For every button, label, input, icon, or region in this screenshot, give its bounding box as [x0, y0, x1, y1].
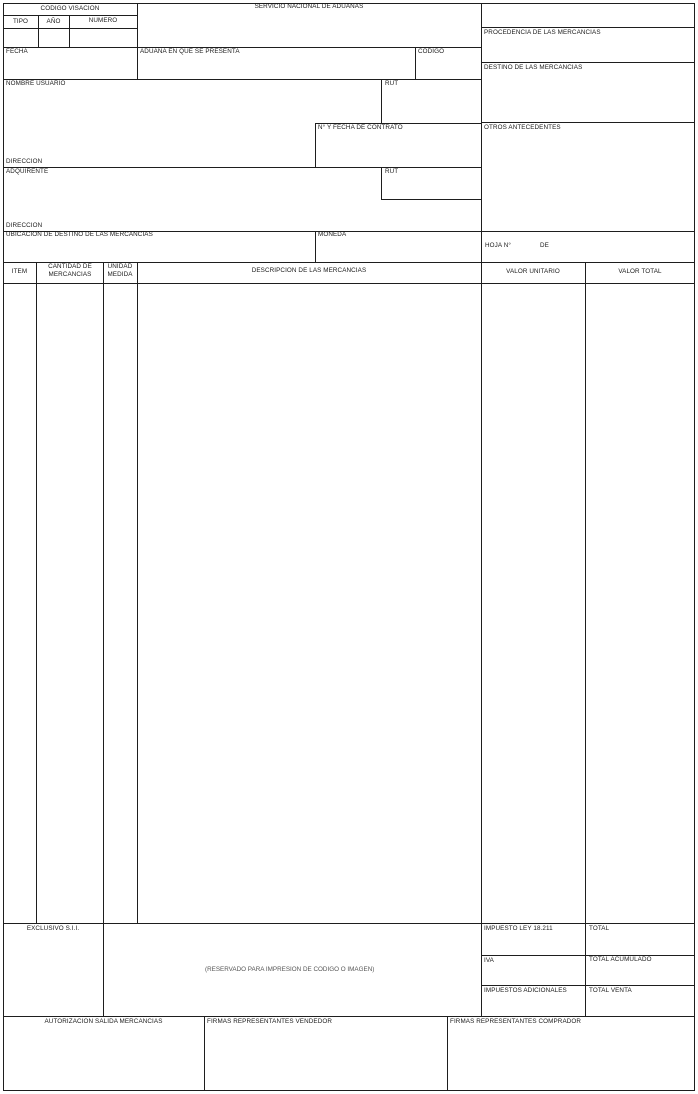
divider: [481, 955, 695, 956]
firmas-vendedor-label: FIRMAS REPRESENTANTES VENDEDOR: [207, 1018, 332, 1025]
autorizacion-salida-label: AUTORIZACION SALIDA MERCANCIAS: [44, 1018, 163, 1025]
divider: [36, 262, 37, 923]
firmas-comprador-label: FIRMAS REPRESENTANTES COMPRADOR: [450, 1018, 582, 1025]
adquirente-label: ADQUIRENTE: [6, 168, 49, 175]
form-border-right: [694, 3, 695, 1091]
numero-label: NUMERO: [88, 17, 118, 24]
exclusivo-sii-label: EXCLUSIVO S.I.I.: [26, 925, 80, 932]
moneda-label: MONEDA: [318, 231, 347, 238]
direccion-usuario-label: DIRECCION: [6, 158, 43, 165]
divider: [315, 231, 316, 262]
direccion-adquirente-label: DIRECCION: [6, 222, 43, 229]
anio-label: AÑO: [46, 18, 61, 25]
divider: [137, 262, 138, 923]
impuesto-ley-label: IMPUESTO LEY 18.211: [484, 925, 553, 932]
contrato-label: N° Y FECHA DE CONTRATO: [318, 124, 403, 131]
divider: [3, 15, 137, 16]
divider: [381, 167, 382, 199]
divider: [481, 122, 695, 123]
hoja-de-label: DE: [540, 242, 549, 249]
divider: [3, 1016, 695, 1017]
col-unidad-header: UNIDAD MEDIDA: [107, 263, 133, 278]
servicio-title: SERVICIO NACIONAL DE ADUANAS: [254, 3, 364, 10]
tipo-label: TIPO: [12, 18, 29, 25]
iva-label: IVA: [484, 957, 494, 964]
divider: [137, 3, 138, 79]
procedencia-label: PROCEDENCIA DE LAS MERCANCIAS: [484, 29, 601, 36]
col-item-header: ITEM: [11, 268, 28, 275]
otros-antecedentes-label: OTROS ANTECEDENTES: [484, 124, 561, 131]
col-valor-unitario-header: VALOR UNITARIO: [506, 268, 560, 275]
divider: [481, 62, 695, 63]
total-venta-label: TOTAL VENTA: [589, 987, 632, 994]
divider: [481, 985, 695, 986]
total-acumulado-label: TOTAL ACUMULADO: [589, 956, 652, 963]
form-border-bottom: [3, 1090, 695, 1091]
codigo-visacion-label: CODIGO VISACION: [40, 5, 100, 12]
impuestos-adicionales-label: IMPUESTOS ADICIONALES: [484, 987, 567, 994]
divider: [481, 27, 695, 28]
divider: [447, 1016, 448, 1091]
col-cantidad-header: CANTIDAD DE MERCANCIAS: [48, 263, 92, 278]
rut-adquirente-label: RUT: [385, 168, 399, 175]
divider: [481, 3, 482, 262]
divider: [3, 47, 481, 48]
divider: [3, 167, 481, 168]
divider: [381, 79, 382, 123]
col-valor-total-header: VALOR TOTAL: [618, 268, 662, 275]
divider: [381, 199, 481, 200]
hoja-label: HOJA N°: [485, 242, 511, 249]
col-descripcion-header: DESCRIPCION DE LAS MERCANCIAS: [251, 267, 367, 274]
ubicacion-destino-label: UBICACION DE DESTINO DE LAS MERCANCIAS: [6, 231, 153, 238]
total-label: TOTAL: [589, 925, 610, 932]
aduana-label: ADUANA EN QUE SE PRESENTA: [140, 48, 240, 55]
fecha-label: FECHA: [6, 48, 28, 55]
reservado-note: (RESERVADO PARA IMPRESION DE CODIGO O IMAGEN): [205, 966, 375, 973]
rut-usuario-label: RUT: [385, 80, 399, 87]
divider: [315, 123, 316, 167]
divider: [3, 283, 695, 284]
divider: [3, 79, 481, 80]
divider: [3, 28, 137, 29]
divider: [585, 262, 586, 1016]
destino-label: DESTINO DE LAS MERCANCIAS: [484, 64, 583, 71]
nombre-usuario-label: NOMBRE USUARIO: [6, 80, 66, 87]
divider: [204, 1016, 205, 1091]
divider: [481, 262, 482, 1016]
divider: [3, 923, 695, 924]
divider: [103, 262, 104, 1016]
codigo-label: CODIGO: [418, 48, 445, 55]
divider: [415, 47, 416, 79]
